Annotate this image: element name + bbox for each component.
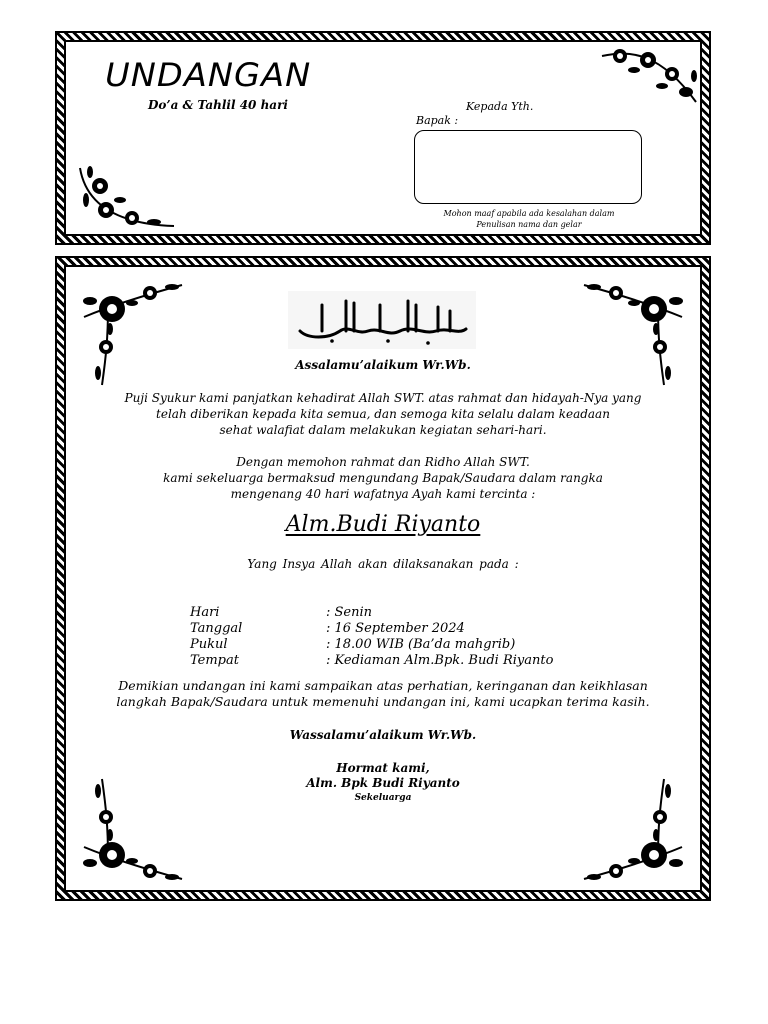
paragraph-line: Dengan memohon rahmat dan Ridho Allah SWT. — [236, 455, 530, 469]
detail-value-time: : 18.00 WIB (Ba’da mahgrib) — [326, 637, 516, 652]
invitation-title: UNDANGAN — [105, 56, 312, 94]
signature-name: Alm. Bpk Budi Riyanto — [306, 776, 460, 790]
event-intro: Yang Insya Allah akan dilaksanakan pada : — [247, 557, 519, 571]
paragraph-line: sehat walafiat dalam melakukan kegiatan sehari-hari. — [219, 423, 547, 437]
invitation-subtitle: Do’a & Tahlil 40 hari — [148, 98, 288, 112]
floral-corner-icon — [576, 775, 688, 887]
paragraph-line: kami sekeluarga bermaksud mengundang Bapak/Saudara dalam rangka — [163, 471, 603, 485]
detail-value-place: : Kediaman Alm.Bpk. Budi Riyanto — [326, 653, 554, 668]
detail-label-date: Tanggal — [190, 621, 243, 636]
floral-ornament-icon — [76, 164, 176, 234]
paragraph-line: mengenang 40 hari wafatnya Ayah kami tercinta : — [230, 487, 536, 501]
paragraph-line: langkah Bapak/Saudara untuk memenuhi undangan ini, kami ucapkan terima kasih. — [116, 694, 650, 709]
opening-greeting: Assalamu’alaikum Wr.Wb. — [295, 358, 471, 372]
regards-line: Hormat kami, — [336, 761, 430, 775]
detail-value-date: : 16 September 2024 — [326, 621, 465, 636]
floral-corner-icon — [78, 277, 190, 389]
detail-label-day: Hari — [190, 605, 220, 620]
closing-greeting: Wassalamu’alaikum Wr.Wb. — [289, 728, 477, 742]
invitation-paragraph — [64, 454, 702, 502]
invitation-letter — [55, 256, 711, 901]
floral-corner-icon — [78, 775, 190, 887]
basmalah-calligraphy-icon — [288, 291, 476, 349]
paragraph-line: telah diberikan kepada kita semua, dan semoga kita selalu dalam keadaan — [156, 407, 610, 421]
apology-note — [416, 208, 642, 230]
apology-note-line: Penulisan nama dan gelar — [476, 220, 582, 229]
closing-paragraph — [64, 678, 702, 710]
envelope-card — [55, 31, 711, 245]
floral-corner-icon — [576, 277, 688, 389]
deceased-name: Alm.Budi Riyanto — [285, 512, 481, 537]
floral-ornament-icon — [600, 46, 704, 110]
detail-label-place: Tempat — [190, 653, 239, 668]
detail-label-time: Pukul — [190, 637, 228, 652]
recipient-name-box — [414, 130, 642, 204]
paragraph-line: Puji Syukur kami panjatkan kehadirat Allah SWT. atas rahmat dan hidayah-Nya yang — [124, 391, 642, 405]
recipient-label: Bapak : — [416, 114, 459, 127]
recipient-heading: Kepada Yth. — [466, 100, 534, 113]
apology-note-line: Mohon maaf apabila ada kesalahan dalam — [443, 209, 615, 218]
paragraph-line: Demikian undangan ini kami sampaikan atas perhatian, keringanan dan keikhlasan — [118, 678, 648, 693]
signature-family: Sekeluarga — [354, 793, 412, 803]
detail-value-day: : Senin — [326, 605, 373, 620]
gratitude-paragraph — [64, 390, 702, 438]
